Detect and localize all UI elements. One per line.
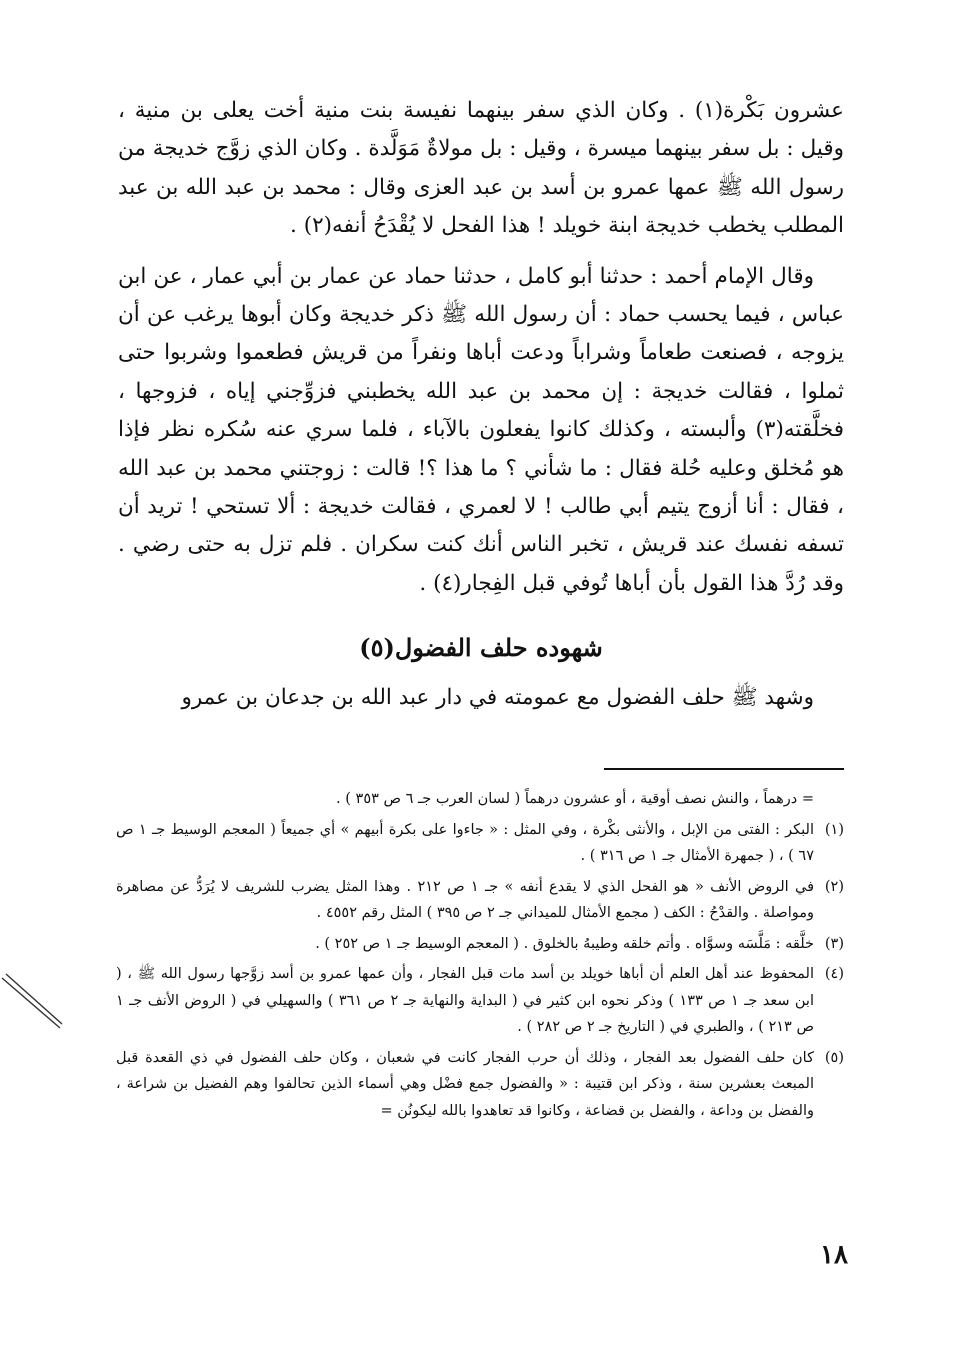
footnote-2 <box>116 874 844 927</box>
footnote-text: خلَّقه : مَلَّسَه وسوَّاه . وأتم خلقه وطيبهُ بالخلوق . ( المعجم الوسيط جـ ١ ص ٢٥٢ ) . <box>315 935 814 952</box>
pen-stroke-mark <box>0 970 80 1040</box>
footnote-number: (٢) <box>824 878 844 895</box>
page-number: ١٨ <box>820 1240 848 1270</box>
footnotes <box>116 786 844 1128</box>
footnote-number: (٣) <box>824 935 844 952</box>
paragraph-2: وقال الإمام أحمد : حدثنا أبو كامل ، حدثنا حماد عن عمار بن أبي عمار ، عن ابن عباس ، فيما يحسب حماد : أن رسول الله ﷺ ذكر خديجة وكان أبوها يرغب عن أن يزوجه ، فصنعت طعاماً وشراباً ودعت أباها ونفراً من قريش فطعموا وشربوا حتى ثملوا ، فقالت خديجة : إن محمد بن عبد الله يخطبني فزوِّجني إياه ، فزوجها ، فخلَّقته(٣) وألبسته ، وكذلك كانوا يفعلون بالآباء ، فلما سري عنه سُكره نظر فإذا هو مُخلق وعليه حُلة فقال : ما شأني ؟ ما هذا ؟! قالت : زوجتني محمد بن عبد الله ، فقال : أنا أزوج يتيم أبي طالب ! لا لعمري ، فقالت خديجة : ألا تستحي ! تريد أن تسفه نفسك عند قريش ، تخبر الناس أنك كنت سكران . فلم تزل به حتى رضي . وقد رُدَّ هذا القول بأن أباها تُوفي قبل الفِجار(٤) . <box>118 263 844 596</box>
paragraph-3: وشهد ﷺ حلف الفضول مع عمومته في دار عبد الله بن جدعان بن عمرو <box>181 685 814 711</box>
footnote-number: (٥) <box>824 1049 844 1066</box>
main-text <box>118 92 844 718</box>
footnote-number: (٤) <box>824 966 844 982</box>
section-title: شهوده حلف الفضول(٥) <box>359 633 603 663</box>
footnote-text: في الروض الأنف « هو الفحل الذي لا يقدع أنفه » جـ ١ ص ٢١٢ . وهذا المثل يضرب للشريف لا يُرَدُّ عن مصاهرة ومواصلة . والقدْحُ : الكف ( مجمع الأمثال للميداني جـ ٢ ص ٣٩٥ ) المثل رقم ٤٥٥٢ . <box>116 878 814 921</box>
paragraph-1: عشرون بَكْرة(١) . وكان الذي سفر بينهما نفيسة بنت منية أخت يعلى بن منية ، وقيل : بل سفر بينهما ميسرة ، وقيل : بل مولاةٌ مَوَلَّدة . وكان الذي زوَّج خديجة من رسول الله ﷺ عمها عمرو بن أسد بن عبد العزى وقال : محمد بن عبد الله بن عبد المطلب يخطب خديجة ابنة خويلد ! هذا الفحل لا يُقْدَحُ أنفه(٢) . <box>118 98 844 239</box>
footnote-text: المحفوظ عند أهل العلم أن أباها خويلد بن أسد مات قبل الفجار ، وأن عمها عمرو بن أسد زوَّجها رسول الله ﷺ ، ( ابن سعد جـ ١ ص ١٣٣ ) وذكر نحوه ابن كثير في ( البداية والنهاية جـ ٢ ص ٣٦١ ) والسهيلي في ( الروض الأنف جـ ١ ص ٢١٣ ) ، والطبري في ( التاريخ جـ ٢ ص ٢٨٢ ) . <box>116 966 814 1035</box>
footnote-4 <box>116 961 844 1041</box>
footnote-number: (١) <box>824 821 844 838</box>
footnote-3 <box>116 931 844 958</box>
footnote-continuation: = درهماً ، والنش نصف أوقية ، أو عشرون درهماً ( لسان العرب جـ ٦ ص ٣٥٣ ) . <box>336 791 814 807</box>
footnote-1 <box>116 817 844 870</box>
footnote-5 <box>116 1045 844 1125</box>
footnote-text: البكر : الفتى من الإبل ، والأنثى بكْرة ، وفي المثل : « جاءوا على بكرة أبيهم » أي جميعاً ( المعجم الوسيط جـ ١ ص ٦٧ ) ، ( جمهرة الأمثال جـ ١ ص ٣١٦ ) . <box>116 821 815 864</box>
footnote-separator <box>604 768 844 770</box>
footnote-text: كان حلف الفضول بعد الفجار ، وذلك أن حرب الفجار كانت في شعبان ، وكان حلف الفضول في ذي القعدة قبل المبعث بعشرين سنة ، وذكر ابن قتيبة : « والفضول جمع فضْل وهي أسماء الذين تحالفوا وهم الفضيل بن شراعة ، والفضل بن وداعة ، والفضل بن قضاعة ، وكانوا قد تعاهدوا بالله ليكونُن = <box>116 1049 814 1119</box>
